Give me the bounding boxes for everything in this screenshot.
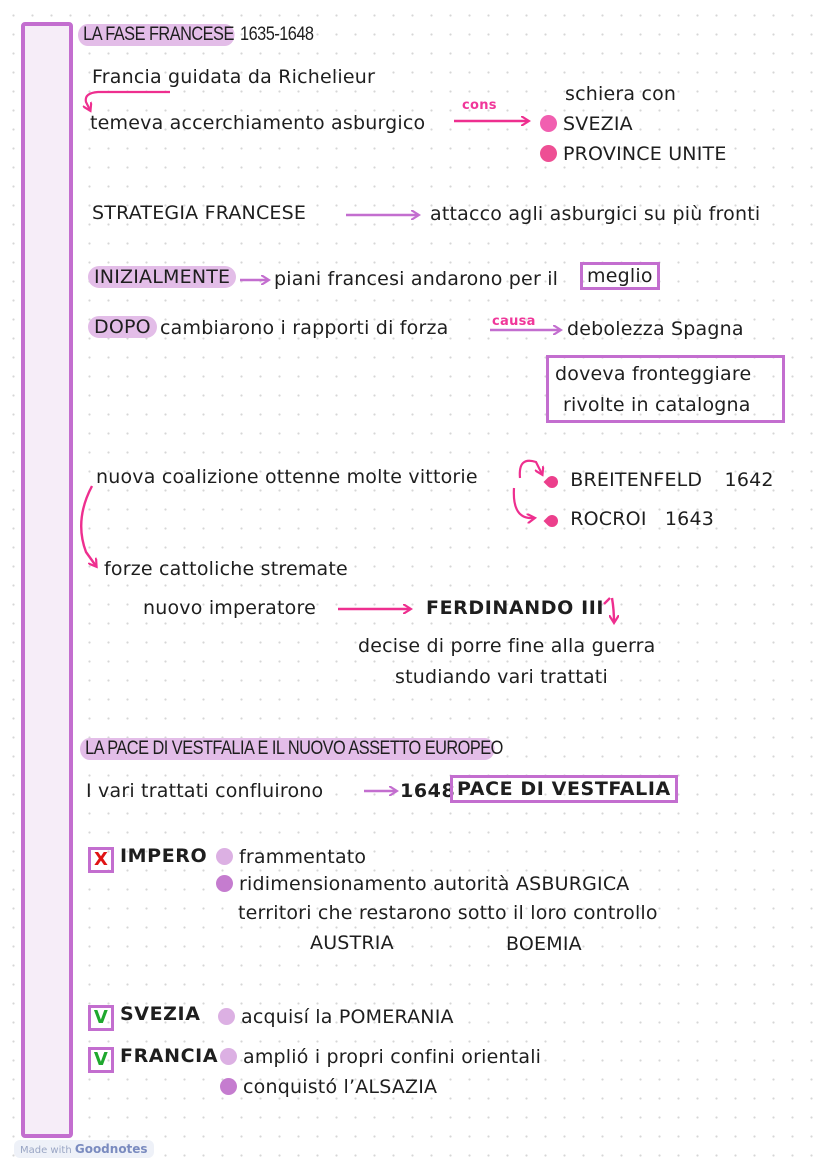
- impero-point3: territori che restarono sotto il loro controllo: [238, 902, 658, 924]
- territory-boemia: BOEMIA: [506, 933, 582, 955]
- label-after: DOPO: [88, 316, 157, 338]
- victory1-name: BREITENFELD: [570, 469, 703, 491]
- row-svezia: [88, 1003, 201, 1031]
- box-line2: rivolte in catalogna: [563, 394, 751, 416]
- text-treaties: I vari trattati confluirono: [86, 780, 324, 802]
- bullet-icon: [544, 513, 561, 530]
- victory-arrow-top: [520, 461, 542, 478]
- row-impero: [88, 845, 207, 873]
- ally-svezia-label: SVEZIA: [563, 113, 633, 135]
- check-icon: V: [88, 1005, 114, 1031]
- row-francia: [88, 1045, 218, 1073]
- label-initially: INIZIALMENTE: [88, 266, 236, 288]
- boxed-peace: PACE DI VESTFALIA: [450, 775, 678, 803]
- impero-p2: ridimensionamento autorità ASBURGICA: [239, 873, 630, 895]
- text-richelieu: Francia guidata da Richelieur: [92, 66, 375, 88]
- bullet-icon: [540, 115, 557, 132]
- bullet-icon: [218, 1008, 235, 1025]
- label-strategy: STRATEGIA FRANCESE: [92, 202, 307, 224]
- cross-icon: X: [88, 847, 114, 873]
- ally-svezia: [540, 113, 633, 135]
- francia-point1: [220, 1046, 541, 1068]
- check-icon: V: [88, 1047, 114, 1073]
- text-catholic: forze cattoliche stremate: [104, 558, 348, 580]
- text-after: cambiarono i rapporti di forza: [160, 317, 449, 339]
- svezia-p1: acquisí la POMERANIA: [241, 1006, 454, 1028]
- victory2-name: ROCROI: [570, 508, 647, 530]
- impero-p1: frammentato: [239, 846, 367, 868]
- francia-p2: conquistó l’ALSAZIA: [243, 1076, 438, 1098]
- impero-point1: [216, 846, 366, 868]
- svezia-point1: [218, 1006, 454, 1028]
- text-initially: piani francesi andarono per il: [274, 268, 559, 290]
- text-peace-year: 1648: [400, 780, 456, 802]
- text-schiera-con: schiera con: [565, 83, 677, 105]
- margin-bar: [21, 22, 73, 1138]
- bullet-icon: [540, 145, 557, 162]
- label-cons: cons: [462, 98, 497, 113]
- svezia-label: SVEZIA: [120, 1003, 201, 1025]
- bullet-icon: [220, 1078, 237, 1095]
- victory-rocroi: [546, 508, 714, 530]
- section-title-westphalia: LA PACE DI VESTFALIA E IL NUOVO ASSETTO EUROPEO: [80, 738, 495, 760]
- label-emperor: nuovo imperatore: [143, 597, 316, 619]
- badge-brand: Goodnotes: [74, 1142, 148, 1156]
- bullet-icon: [216, 848, 233, 865]
- box-line1: doveva fronteggiare: [555, 363, 752, 385]
- victory-arrow-bottom: [514, 488, 534, 518]
- text-emperor-name: FERDINANDO III: [426, 597, 605, 619]
- francia-label: FRANCIA: [120, 1045, 219, 1067]
- francia-p1: amplió i propri confini orientali: [243, 1046, 542, 1068]
- boxed-meglio: meglio: [580, 262, 660, 290]
- curl-arrow: [86, 92, 170, 110]
- down-arrow: [612, 598, 614, 622]
- impero-point2: [216, 873, 629, 895]
- impero-label: IMPERO: [120, 845, 208, 867]
- victory1-year: 1642: [724, 469, 774, 491]
- territory-austria: AUSTRIA: [310, 932, 394, 954]
- section-title-french-phase: LA FASE FRANCESE: [78, 24, 235, 46]
- label-causa: causa: [492, 314, 536, 329]
- section-years: 1635-1648: [240, 24, 314, 45]
- bullet-icon: [216, 875, 233, 892]
- victory-breitenfeld: [546, 469, 774, 491]
- text-decision1: decise di porre fine alla guerra: [358, 635, 656, 657]
- text-decision2: studiando vari trattati: [395, 666, 608, 688]
- goodnotes-badge: [14, 1140, 154, 1158]
- bullet-icon: [220, 1048, 237, 1065]
- victory2-year: 1643: [664, 508, 715, 530]
- text-encirclement: temeva accerchiamento asburgico: [90, 112, 426, 134]
- badge-made-with: Made with: [20, 1145, 72, 1156]
- ally-province-label: PROVINCE UNITE: [563, 143, 727, 165]
- francia-point2: [220, 1076, 437, 1098]
- coalition-arrow: [81, 486, 96, 566]
- text-weakness: debolezza Spagna: [567, 318, 744, 340]
- ally-province-unite: [540, 143, 727, 165]
- text-strategy: attacco agli asburgici su più fronti: [430, 203, 761, 225]
- bullet-icon: [544, 474, 561, 491]
- text-coalition: nuova coalizione ottenne molte vittorie: [96, 466, 478, 488]
